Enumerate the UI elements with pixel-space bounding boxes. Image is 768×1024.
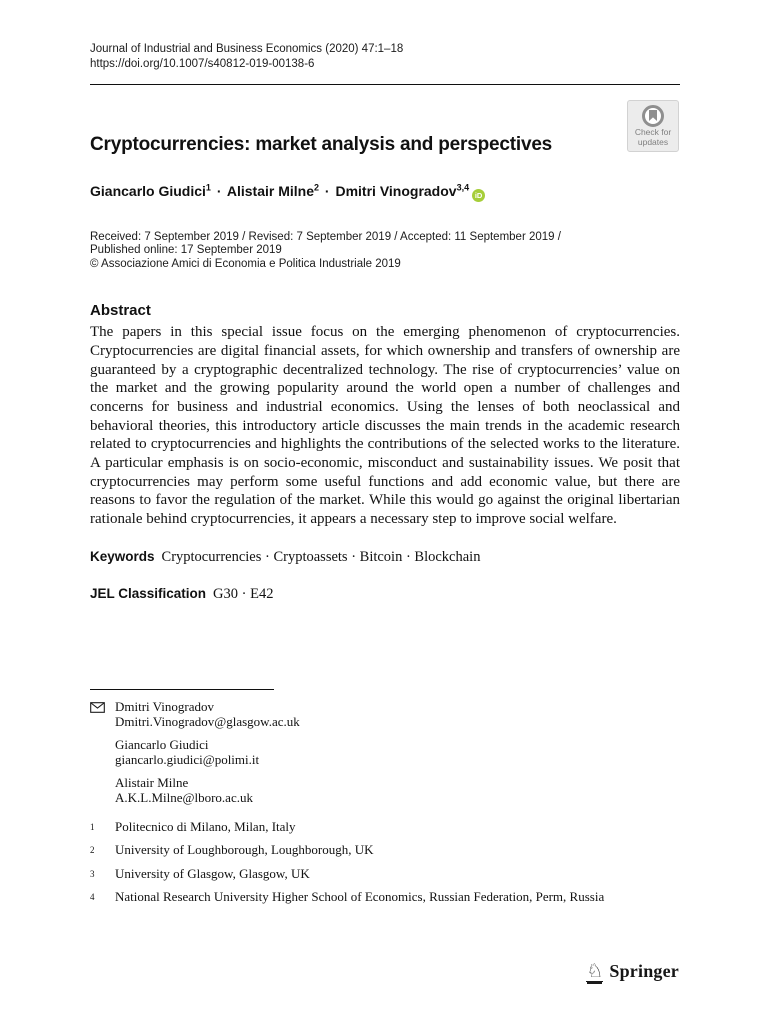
jel-row [90,585,680,603]
contact-entry [90,699,680,730]
keywords-label: Keywords [90,548,155,564]
affiliation-text: University of Loughborough, Loughborough, UK [115,842,374,858]
author-separator: · [324,182,330,199]
contact-name: Alistair Milne [115,774,189,790]
affiliation-text: National Research University Higher School of Economics, Russian Federation, Perm, Russia [115,889,605,905]
keywords-row [90,548,680,566]
contact-email[interactable]: A.K.L.Milne@lboro.ac.uk [115,790,253,806]
contact-block [115,775,253,806]
publication-history [90,231,680,272]
footnote-rule [90,689,274,690]
affiliation-entry [90,890,680,905]
author-superscript: 1 [205,182,211,192]
author-name: Dmitri Vinogradov$^{3,4}$ [335,182,470,199]
contact-block [115,699,300,730]
affiliation-number: 1 [90,821,95,832]
paper-title: Cryptocurrencies: market analysis and perspectives [90,134,553,155]
keywords-value: Cryptocurrencies · Cryptoassets · Bitcoin · Blockchain [161,548,481,565]
contact-entry [90,775,680,806]
affiliation-entry [90,843,680,858]
contact-entry [90,737,680,768]
email-icon [90,699,115,730]
author-superscript: 3,4 [456,182,470,192]
contact-list [90,699,680,806]
published-online-line: Published online: 17 September 2019 [90,244,282,257]
paper-page [90,42,680,914]
affiliation-entry [90,867,680,882]
journal-citation-line: Journal of Industrial and Business Economics (2020) 47:1–18 [90,43,404,55]
author-name: Giancarlo Giudici$^1$ [90,182,211,199]
affiliation-text: University of Glasgow, Glasgow, UK [115,865,310,881]
history-dates-line: Received: 7 September 2019 / Revised: 7 September 2019 / Accepted: 11 September 2019 / [90,230,561,243]
orcid-icon[interactable]: iD [472,189,485,202]
author-name: Alistair Milne$^2$ [226,182,320,199]
abstract-heading: Abstract [90,302,151,320]
affiliation-entry [90,820,680,835]
author-separator: · [216,182,222,199]
author-superscript: 2 [314,182,320,192]
contact-email[interactable]: giancarlo.giudici@polimi.it [115,752,260,768]
springer-knight-icon: ♘ [586,961,604,982]
affiliation-number: 2 [90,845,95,856]
contact-email[interactable]: Dmitri.Vinogradov@glasgow.ac.uk [115,714,300,730]
contact-block [115,737,259,768]
author-list [90,182,680,202]
abstract-text: The papers in this special issue focus on the emerging phenomenon of cryptocurrencies. Cryptocurrencies are digital financial assets, for which ownership and transfers of ownership are guaranteed by a cryptographic decentralized technology. The rise of cryptocurrencies’ value on the market and the growing popularity around the world open a number of challenges and concerns for business and industrial economics. Using the lenses of both neoclassical and behavioral theories, this introductory article discusses the main trends in the academic research related to cryptocurrencies and highlights the contributions of the selected works to the literature. A particular emphasis is on socio-economic, misconduct and sustainability issues. We posit that cryptocurrencies may perform some useful functions and add economic value, but there are reasons to favor the regulation of the market. While this would go against the original libertarian rationale behind cryptocurrencies, it appears a necessary step to improve social welfare. [90,324,680,528]
doi-link[interactable]: https://doi.org/10.1007/s40812-019-00138-6 [90,57,315,70]
affiliation-number: 3 [90,868,95,879]
springer-logo [586,961,679,982]
header-rule [90,84,680,85]
contact-name: Giancarlo Giudici [115,736,209,752]
contact-name: Dmitri Vinogradov [115,698,214,714]
affiliation-list [90,820,680,905]
badge-label: Check for updates [634,127,672,147]
copyright-line: © Associazione Amici di Economia e Politica Industriale 2019 [90,257,401,270]
affiliation-number: 4 [90,892,95,903]
springer-wordmark: Springer [609,961,679,981]
jel-label: JEL Classification [90,585,207,601]
jel-value: G30 · E42 [213,585,274,602]
affiliation-text: Politecnico di Milano, Milan, Italy [115,818,296,834]
